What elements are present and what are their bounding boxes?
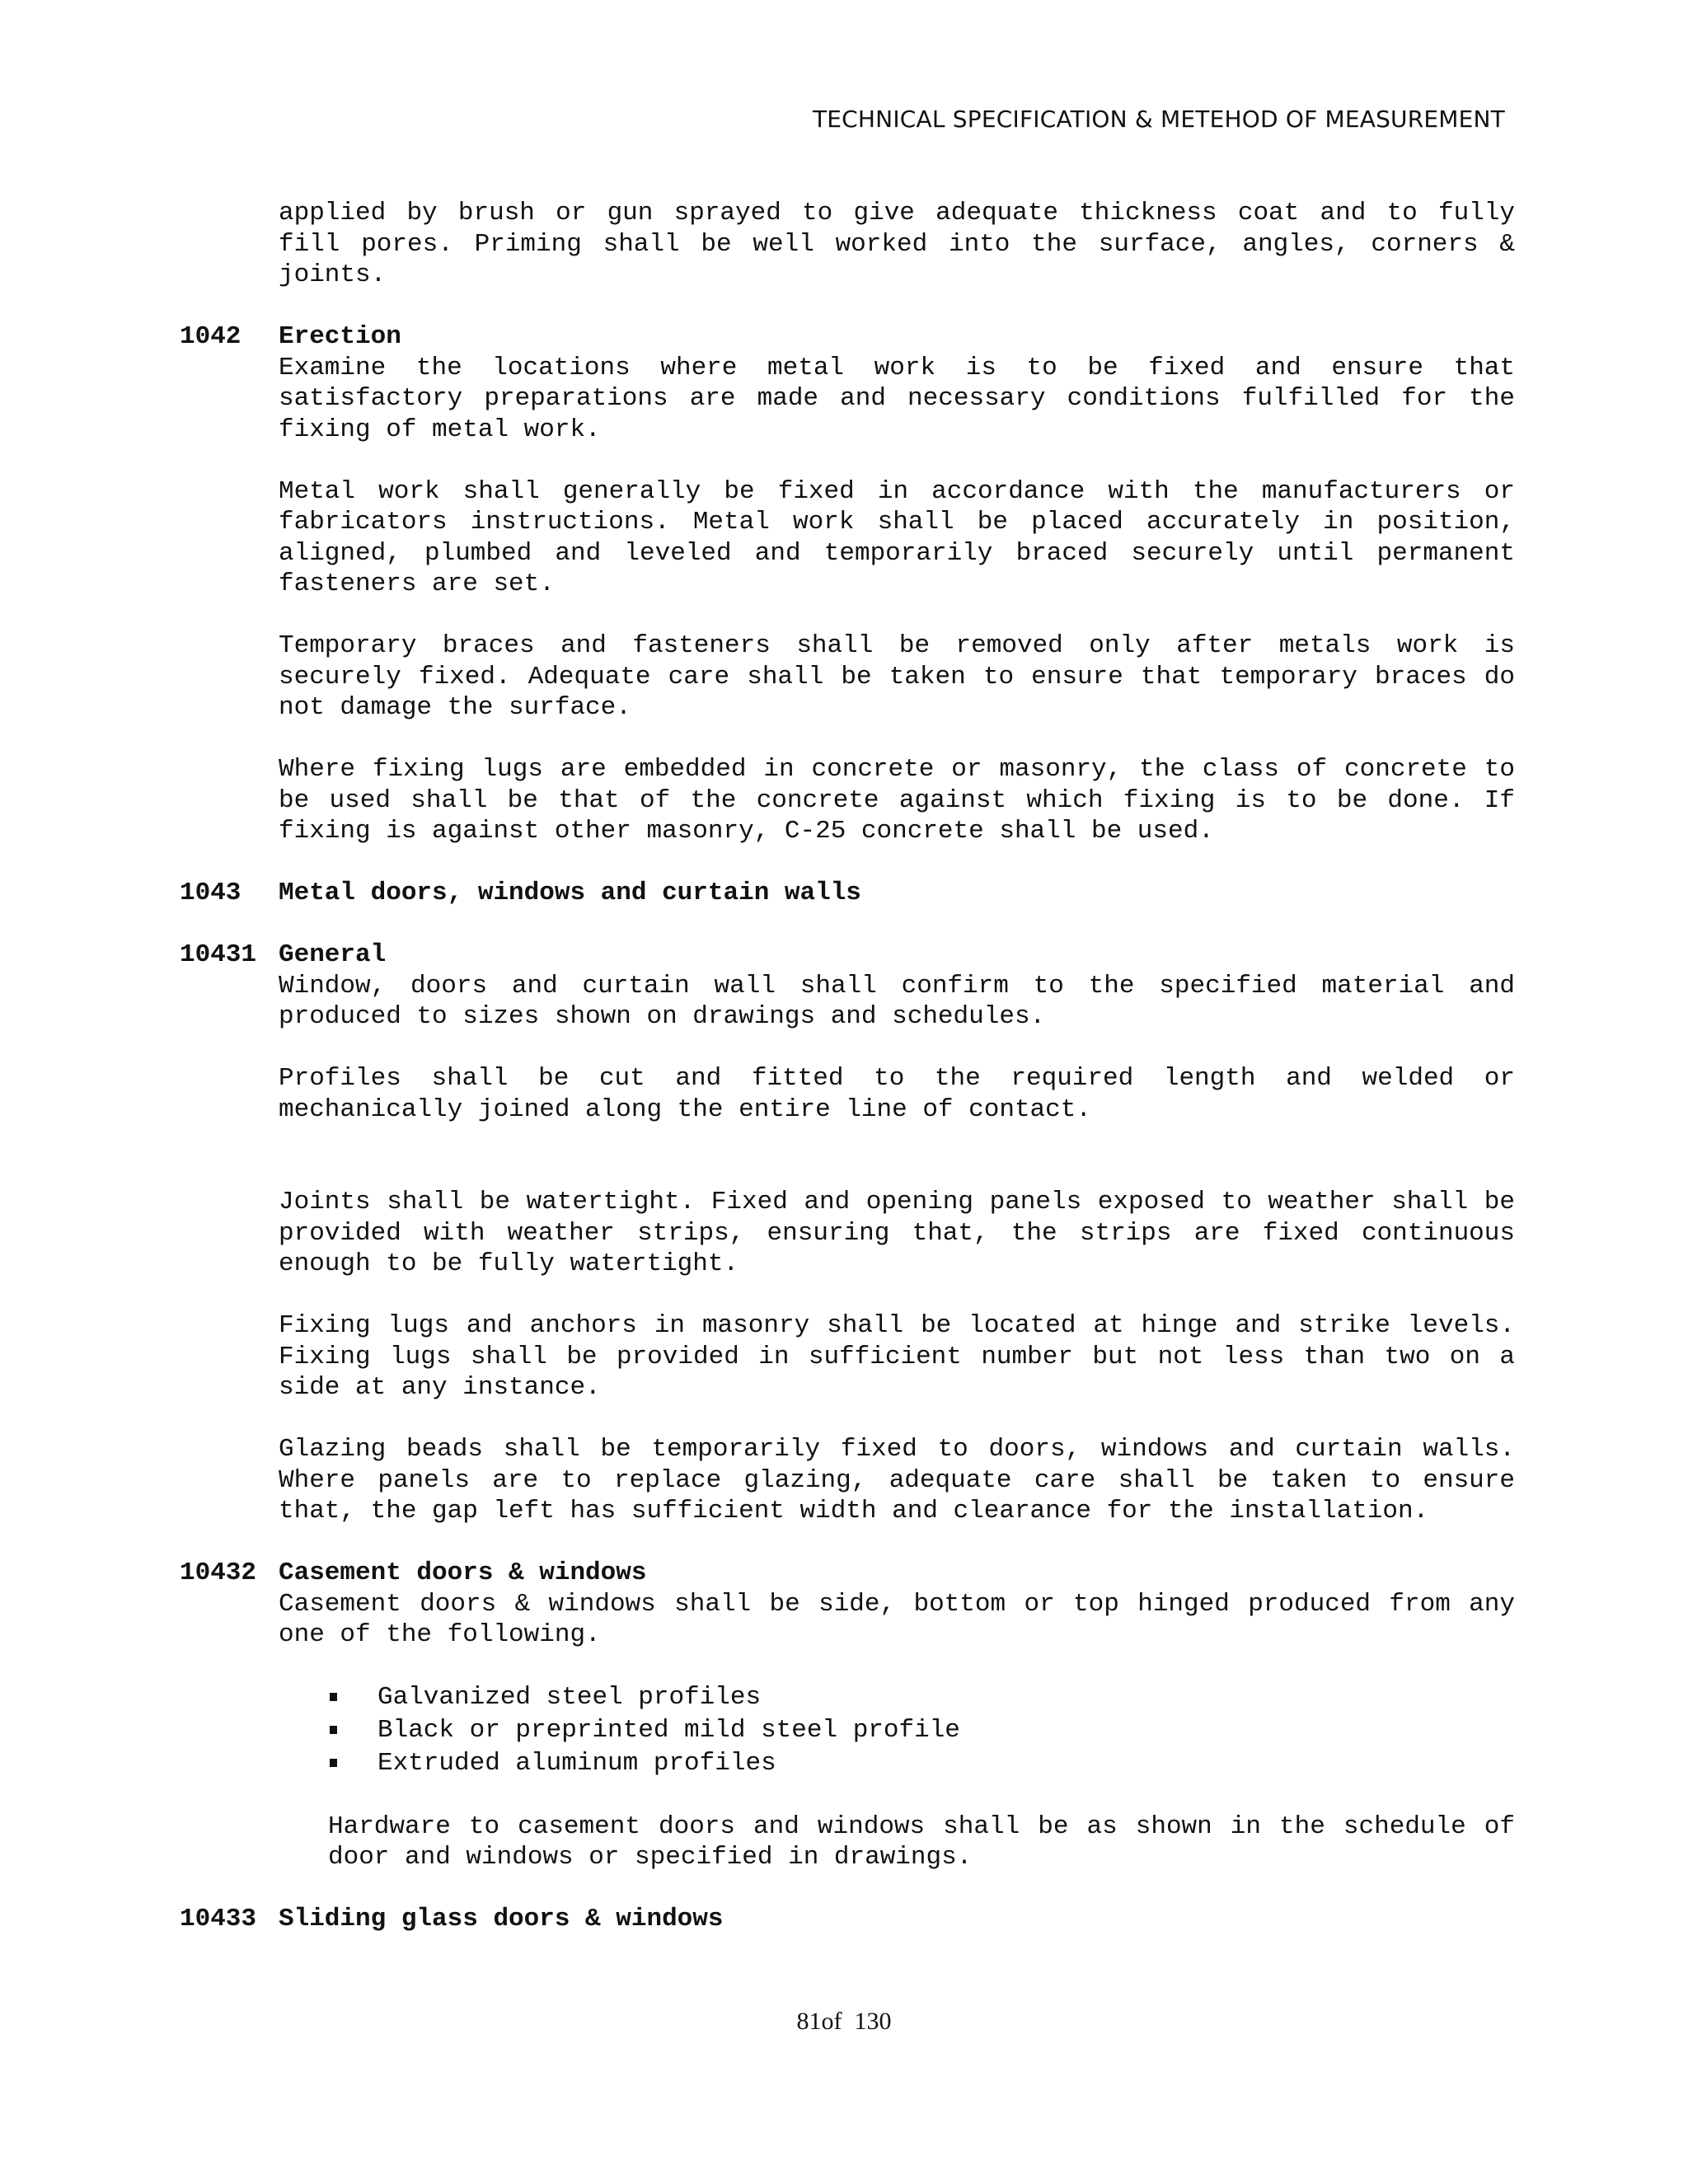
- list-item: [328, 1714, 1515, 1747]
- paragraph: Examine the locations where metal work is to be fixed and ensure that satisfactory preparations are made and necessary conditions fulfilled for the fixing of metal work.: [279, 353, 1515, 444]
- paragraph: Metal work shall generally be fixed in accordance with the manufacturers or fabricators instructions. Metal work shall be placed accurately in position, aligned, plumbed and leveled and temporarily braced securely until permanent fasteners are set.: [279, 476, 1515, 598]
- paragraph: Joints shall be watertight. Fixed and opening panels exposed to weather shall be provided with weather strips, ensuring that, the strips are fixed continuous enough to be fully watertight.: [279, 1188, 1515, 1278]
- section-number: 10433: [180, 1905, 257, 1933]
- square-bullet-icon: [330, 1726, 337, 1734]
- section-title: Metal doors, windows and curtain walls: [279, 879, 861, 907]
- section-title: Erection: [279, 322, 401, 351]
- section-heading-10431: [180, 940, 1515, 971]
- section-heading-1043: [180, 878, 1515, 909]
- current-page: 81: [796, 2008, 822, 2035]
- section-number: 10432: [180, 1558, 257, 1587]
- paragraph: Hardware to casement doors and windows shall be as shown in the schedule of door and windows or specified in drawings.: [328, 1811, 1515, 1872]
- paragraph: Fixing lugs and anchors in masonry shall be located at hinge and strike levels. Fixing lugs shall be provided in sufficient number but not less than two on a side at any instance.: [279, 1311, 1515, 1402]
- section-heading-1042: [180, 321, 1515, 353]
- paragraph: Where fixing lugs are embedded in concrete or masonry, the class of concrete to be used shall be that of the concrete against which fixing is to be done. If fixing is against other masonry, C-25 concrete shall be used.: [279, 755, 1515, 846]
- section-number: 1042: [180, 322, 241, 351]
- section-heading-10433: [180, 1904, 1515, 1935]
- list-item-text: Galvanized steel profiles: [377, 1683, 762, 1712]
- list-item-text: Black or preprinted mild steel profile: [377, 1716, 960, 1745]
- square-bullet-icon: [330, 1759, 337, 1767]
- document-body: [180, 198, 1515, 1935]
- list-item: [328, 1681, 1515, 1714]
- section-number: 10431: [180, 940, 257, 969]
- paragraph: Profiles shall be cut and fitted to the required length and welded or mechanically joined along the entire line of contact.: [279, 1064, 1515, 1124]
- list-item-text: Extruded aluminum profiles: [377, 1749, 776, 1778]
- bullet-list: [328, 1681, 1515, 1780]
- section-title: General: [279, 940, 387, 969]
- paragraph: Temporary braces and fasteners shall be removed only after metals work is securely fixed. Adequate care shall be taken to ensure that temporary braces do not damage the surface.: [279, 631, 1515, 722]
- intro-paragraph: applied by brush or gun sprayed to give adequate thickness coat and to fully fill pores. Priming shall be well worked into the surface, angles, corners & joints.: [279, 199, 1515, 289]
- section-heading-10432: [180, 1558, 1515, 1589]
- document-header: TECHNICAL SPECIFICATION & METEHOD OF MEASUREMENT: [812, 105, 1505, 133]
- paragraph: Glazing beads shall be temporarily fixed to doors, windows and curtain walls. Where panels are to replace glazing, adequate care shall be taken to ensure that, the gap left has sufficient width and clearance for the installation.: [279, 1435, 1515, 1526]
- section-title: Sliding glass doors & windows: [279, 1905, 724, 1933]
- paragraph: Casement doors & windows shall be side, bottom or top hinged produced from any one of the following.: [279, 1589, 1515, 1649]
- page-of-label: of: [821, 2008, 842, 2035]
- page-number: [0, 2008, 1688, 2036]
- section-title: Casement doors & windows: [279, 1558, 647, 1587]
- total-pages: 130: [854, 2008, 892, 2035]
- paragraph: Window, doors and curtain wall shall confirm to the specified material and produced to sizes shown on drawings and schedules.: [279, 971, 1515, 1031]
- list-item: [328, 1747, 1515, 1780]
- section-number: 1043: [180, 879, 241, 907]
- square-bullet-icon: [330, 1693, 337, 1701]
